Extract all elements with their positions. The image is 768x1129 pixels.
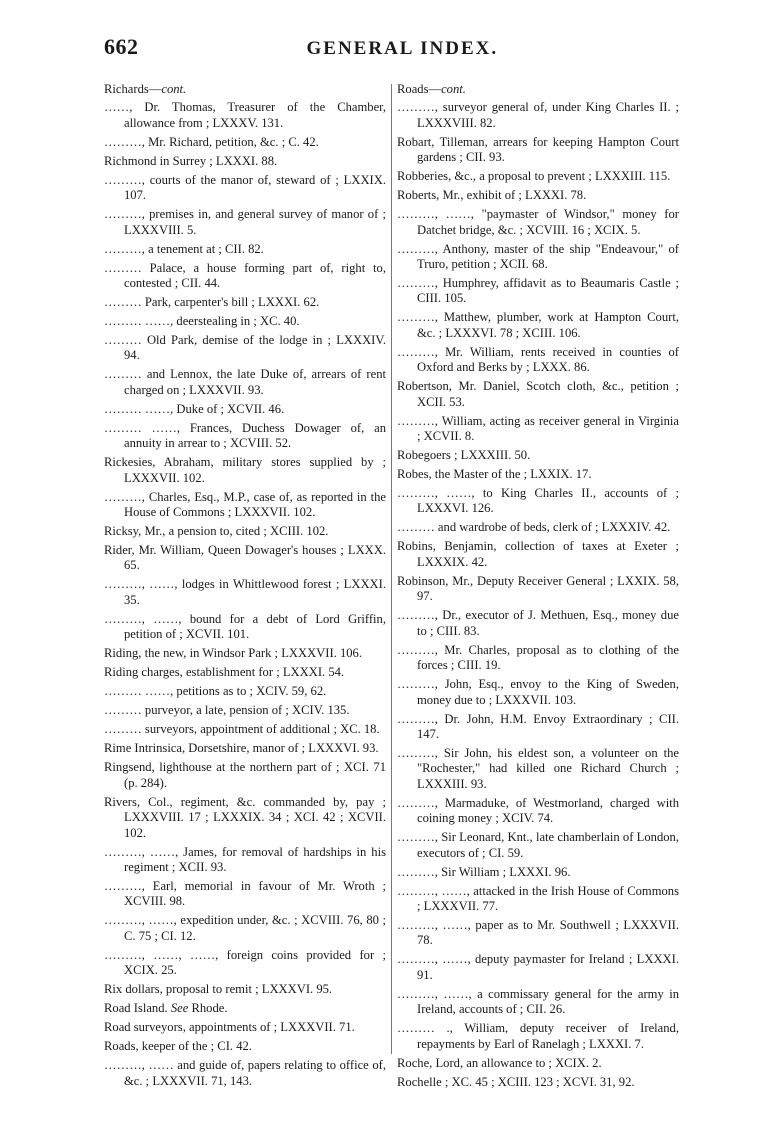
index-entry: ……… Palace, a house forming part of, right to, contested ; CII. 44. [104,260,386,291]
index-entry: Robertson, Mr. Daniel, Scotch cloth, &c., petition ; XCII. 53. [397,379,679,409]
index-entry: ………, Matthew, plumber, work at Hampton Court, &c. ; LXXXVI. 78 ; XCIII. 106. [397,310,679,340]
index-entry: ………, surveyor general of, under King Charles II. ; LXXXVIII. 82. [397,100,679,130]
index-entry: ………, a tenement at ; CII. 82. [104,241,264,256]
index-entry: ………, ……, paper as to Mr. Southwell ; LXXXVII. 78. [397,917,679,948]
index-entry: ………, Humphrey, affidavit as to Beaumaris Castle ; CIII. 105. [397,276,679,306]
index-entry: Road surveyors, appointments of ; LXXXVII. 71. [104,1020,355,1035]
left-index-column [104,82,386,1093]
index-entry: Roberts, Mr., exhibit of ; LXXXI. 78. [397,188,587,203]
index-entry: Riding charges, establishment for ; LXXXI. 54. [104,665,345,680]
index-entry: ………, John, Esq., envoy to the King of Sweden, money due to ; LXXXVII. 103. [397,677,679,707]
index-entry: ……… purveyor, a late, pension of ; XCIV. 135. [104,703,350,718]
index-entry: ………, Anthony, master of the ship "Endeavour," of Truro, petition ; XCII. 68. [397,241,679,272]
index-entry: ………, Sir John, his eldest son, a volunteer on the "Rochester," had killed one Richard Church ; LXXXIII. 93. [397,745,679,791]
index-entry: ………, Mr. William, rents received in counties of Oxford and Berks by ; LXXX. 86. [397,344,679,375]
index-entry: ……… ……, deerstealing in ; XC. 40. [104,314,300,329]
index-entry: ………, ……, bound for a debt of Lord Griffin, petition of ; XCVII. 101. [104,611,386,642]
index-entry: ………, ……, expedition under, &c. ; XCVIII. 76, 80 ; C. 75 ; CI. 12. [104,913,386,943]
index-entry: ……… surveyors, appointment of additional ; XC. 18. [104,722,380,737]
index-entry: Robinson, Mr., Deputy Receiver General ; LXXIX. 58, 97. [397,573,679,604]
index-entry: ………, courts of the manor of, steward of ; LXXIX. 107. [104,172,386,203]
right-index-column [397,82,679,1094]
index-entry: Richmond in Surrey ; LXXXI. 88. [104,153,278,168]
index-entry: ………, premises in, and general survey of manor of ; LXXXVIII. 5. [104,207,386,237]
index-entry: Rider, Mr. William, Queen Dowager's houses ; LXXX. 65. [104,543,386,573]
index-entry: ………, ……, a commissary general for the army in Ireland, accounts of ; CII. 26. [397,986,679,1017]
index-entry: ……… ……, Frances, Duchess Dowager of, an annuity in arrear to ; XCVIII. 52. [104,420,386,451]
index-entry: Rickesies, Abraham, military stores supplied by ; LXXXVII. 102. [104,455,386,485]
index-entry: ………, Sir William ; LXXXI. 96. [397,864,571,879]
index-entry: Roads—cont. [397,82,466,96]
index-entry: Richards—cont. [104,82,187,96]
index-entry: ……… ……, Duke of ; XCVII. 46. [104,401,285,416]
index-entry: Rime Intrinsica, Dorsetshire, manor of ; LXXXVI. 93. [104,741,379,756]
index-entry: ……, Dr. Thomas, Treasurer of the Chamber, allowance from ; LXXXV. 131. [104,100,386,130]
index-entry: ………, Sir Leonard, Knt., late chamberlain of London, executors of ; CI. 59. [397,830,679,860]
index-entry: Rochelle ; XC. 45 ; XCIII. 123 ; XCVI. 31, 92. [397,1074,635,1089]
index-entry: ………, ……, "paymaster of Windsor," money for Datchet bridge, &c. ; XCVIII. 16 ; XCIX. 5. [397,207,679,237]
index-entry: ………, ……, ……, foreign coins provided for ; XCIX. 25. [104,947,386,978]
index-entry: ……… ……, petitions as to ; XCIV. 59, 62. [104,684,327,699]
index-entry: ………, Mr. Charles, proposal as to clothing of the forces ; CIII. 19. [397,642,679,673]
index-entry: ………, Dr. John, H.M. Envoy Extraordinary ; CII. 147. [397,711,679,741]
index-entry: ………, William, acting as receiver general in Virginia ; XCVII. 8. [397,413,679,444]
index-entry: Rix dollars, proposal to remit ; LXXXVI. 95. [104,982,333,997]
page-header [104,34,664,64]
index-entry: ……… Old Park, demise of the lodge in ; LXXXIV. 94. [104,333,386,363]
index-entry: ……… Park, carpenter's bill ; LXXXI. 62. [104,295,320,310]
index-entry: ………, ……, lodges in Whittlewood forest ; LXXXI. 35. [104,577,386,607]
index-entry: ………, ……, deputy paymaster for Ireland ; LXXXI. 91. [397,952,679,982]
index-entry: Robegoers ; LXXXIII. 50. [397,448,531,463]
index-entry: ………, …… and guide of, papers relating to office of, &c. ; LXXXVII. 71, 143. [104,1058,386,1088]
running-head: GENERAL INDEX. [306,38,499,59]
index-entry: Robes, the Master of the ; LXXIX. 17. [397,467,592,482]
index-entry: Rivers, Col., regiment, &c. commanded by, pay ; LXXXVIII. 17 ; LXXXIX. 34 ; XCI. 42 ; XCVII. 102. [104,794,386,840]
page-number: 662 [104,34,139,59]
index-entry: Riding, the new, in Windsor Park ; LXXXVII. 106. [104,646,362,661]
index-entry: ……… ., William, deputy receiver of Ireland, repayments by Earl of Ranelagh ; LXXXI. 7. [397,1021,679,1051]
index-entry: Robart, Tilleman, arrears for keeping Hampton Court gardens ; CII. 93. [397,134,679,165]
index-entry: ……… and Lennox, the late Duke of, arrears of rent charged on ; LXXXVII. 93. [104,367,386,397]
index-entry: ………, ……, attacked in the Irish House of Commons ; LXXXVII. 77. [397,883,679,913]
index-entry: ………, ……, James, for removal of hardships in his regiment ; XCII. 93. [104,844,386,874]
index-entry: ………, Charles, Esq., M.P., case of, as reported in the House of Commons ; LXXXVII. 102. [104,489,386,520]
index-entry: Robberies, &c., a proposal to prevent ; LXXXIII. 115. [397,169,671,184]
index-entry: Roads, keeper of the ; CI. 42. [104,1039,252,1054]
index-entry: Ringsend, lighthouse at the northern part of ; XCI. 71 (p. 284). [104,760,386,790]
index-entry: Road Island. See Rhode. [104,1001,228,1016]
index-entry: Roche, Lord, an allowance to ; XCIX. 2. [397,1055,602,1070]
index-entry: ……… and wardrobe of beds, clerk of ; LXXXIV. 42. [397,520,671,535]
index-entry: ………, Marmaduke, of Westmorland, charged with coining money ; XCIV. 74. [397,795,679,826]
index-entry: ………, Mr. Richard, petition, &c. ; C. 42. [104,134,319,149]
index-entry: Robins, Benjamin, collection of taxes at Exeter ; LXXXIX. 42. [397,539,679,569]
column-divider [391,84,392,1054]
index-entry: ………, Earl, memorial in favour of Mr. Wroth ; XCVIII. 98. [104,878,386,909]
index-entry: ………, Dr., executor of J. Methuen, Esq., money due to ; CIII. 83. [397,608,679,638]
index-entry: Ricksy, Mr., a pension to, cited ; XCIII. 102. [104,524,329,539]
index-entry: ………, ……, to King Charles II., accounts of ; LXXXVI. 126. [397,486,679,516]
